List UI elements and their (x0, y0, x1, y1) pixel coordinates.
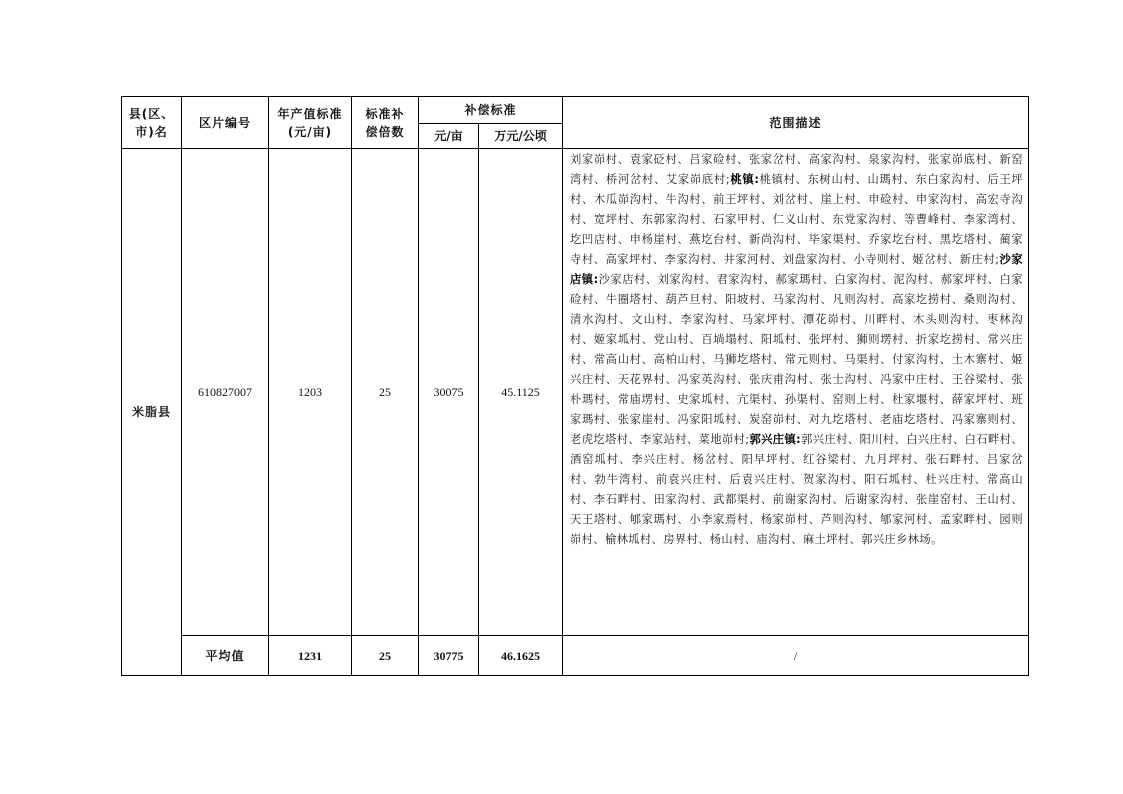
wan-per-ha-cell: 45.1125 (479, 149, 563, 636)
zone-id-cell: 610827007 (182, 149, 269, 636)
scope-description (563, 149, 1029, 636)
multiplier-cell: 25 (352, 149, 419, 636)
header-county: 县(区、市)名 (122, 97, 182, 149)
yuan-per-mu-cell: 30075 (419, 149, 479, 636)
scope-segment: 沙家店村、刘家沟村、君家沟村、郝家瑪村、白家沟村、泥沟村、郝家坪村、白家硷村、牛圈塔村、葫芦旦村、阳坡村、马家沟村、凡则沟村、高家圪捞村、桑则沟村、清水沟村、文山村、李家沟村、马家坪村、潭花峁村、川畔村、木头则沟村、枣林沟村、姬家坬村、党山村、百埫塌村、阳坬村、张坪村、狮则塄村、折家圪捞村、常兴庄村、常高山村、高柏山村、马狮圪塔村、常元则村、马渠村、付家沟村、土木寨村、姬兴庄村、天花界村、冯家英沟村、张庆甫沟村、张士沟村、冯家中庄村、王谷梁村、张朴瑪村、常庙塄村、史家坬村、亢渠村、孙渠村、窑则上村、杜家堰村、薛家坪村、班家瑪村、张家崖村、冯家阳坬村、炭窑峁村、对九圪塔村、老庙圪塔村、冯家寨则村、老虎圪塔村、李家站村、菜地峁村; (570, 273, 1024, 446)
header-annual-value: 年产值标准(元/亩) (269, 97, 352, 149)
town-name-guoxingzhuang: 郭兴庄镇: (749, 433, 802, 446)
annual-value-cell: 1203 (269, 149, 352, 636)
average-scope: / (563, 636, 1029, 676)
header-yuan-per-mu: 元/亩 (419, 124, 479, 149)
compensation-table (121, 96, 1029, 676)
header-multiplier: 标准补偿倍数 (352, 97, 419, 149)
average-annual-value: 1231 (269, 636, 352, 676)
average-yuan-per-mu: 30775 (419, 636, 479, 676)
town-name-shajiadian: 沙家店镇: (570, 253, 1024, 286)
average-wan-per-ha: 46.1625 (479, 636, 563, 676)
town-name-taozhen: 桃镇: (730, 173, 760, 186)
average-multiplier: 25 (352, 636, 419, 676)
county-cell: 米脂县 (122, 149, 182, 676)
header-zone-id: 区片编号 (182, 97, 269, 149)
header-wan-per-ha: 万元/公顷 (479, 124, 563, 149)
header-compensation: 补偿标准 (419, 97, 563, 124)
scope-segment: 刘家峁村、袁家砭村、吕家硷村、张家岔村、高家沟村、泉家沟村、张家峁底村、新窑湾村、桥河岔村、艾家峁底村; (570, 153, 1024, 186)
scope-segment: 桃镇村、东树山村、山瑪村、东白家沟村、后王坪村、木瓜峁沟村、牛沟村、前王坪村、刘岔村、崖上村、申硷村、申家沟村、高宏寺沟村、宽坪村、东郭家沟村、石家甲村、仁义山村、东党家沟村、等曹峰村、李家湾村、圪凹店村、申杨崖村、燕圪台村、新尚沟村、毕家渠村、乔家圪台村、黑圪塔村、蔺家寺村、高家坪村、李家沟村、井家河村、刘盘家沟村、小寺则村、姬岔村、新庄村; (570, 173, 1024, 266)
average-label: 平均值 (182, 636, 269, 676)
scope-segment: 郭兴庄村、阳川村、白兴庄村、白石畔村、酒窑坬村、李兴庄村、杨岔村、阳早坪村、红谷梁村、九月坪村、张石畔村、吕家岔村、勃牛湾村、前袁兴庄村、后袁兴庄村、贺家沟村、阳石坬村、杜兴庄村、常高山村、李石畔村、田家沟村、武都渠村、前谢家沟村、后谢家沟村、张崖窑村、王山村、天王塔村、郇家瑪村、小李家焉村、杨家峁村、芦则沟村、郇家河村、孟家畔村、园则峁村、榆林坬村、房界村、杨山村、庙沟村、麻土坪村、郭兴庄乡林场。 (570, 433, 1024, 546)
header-scope: 范围描述 (563, 97, 1029, 149)
